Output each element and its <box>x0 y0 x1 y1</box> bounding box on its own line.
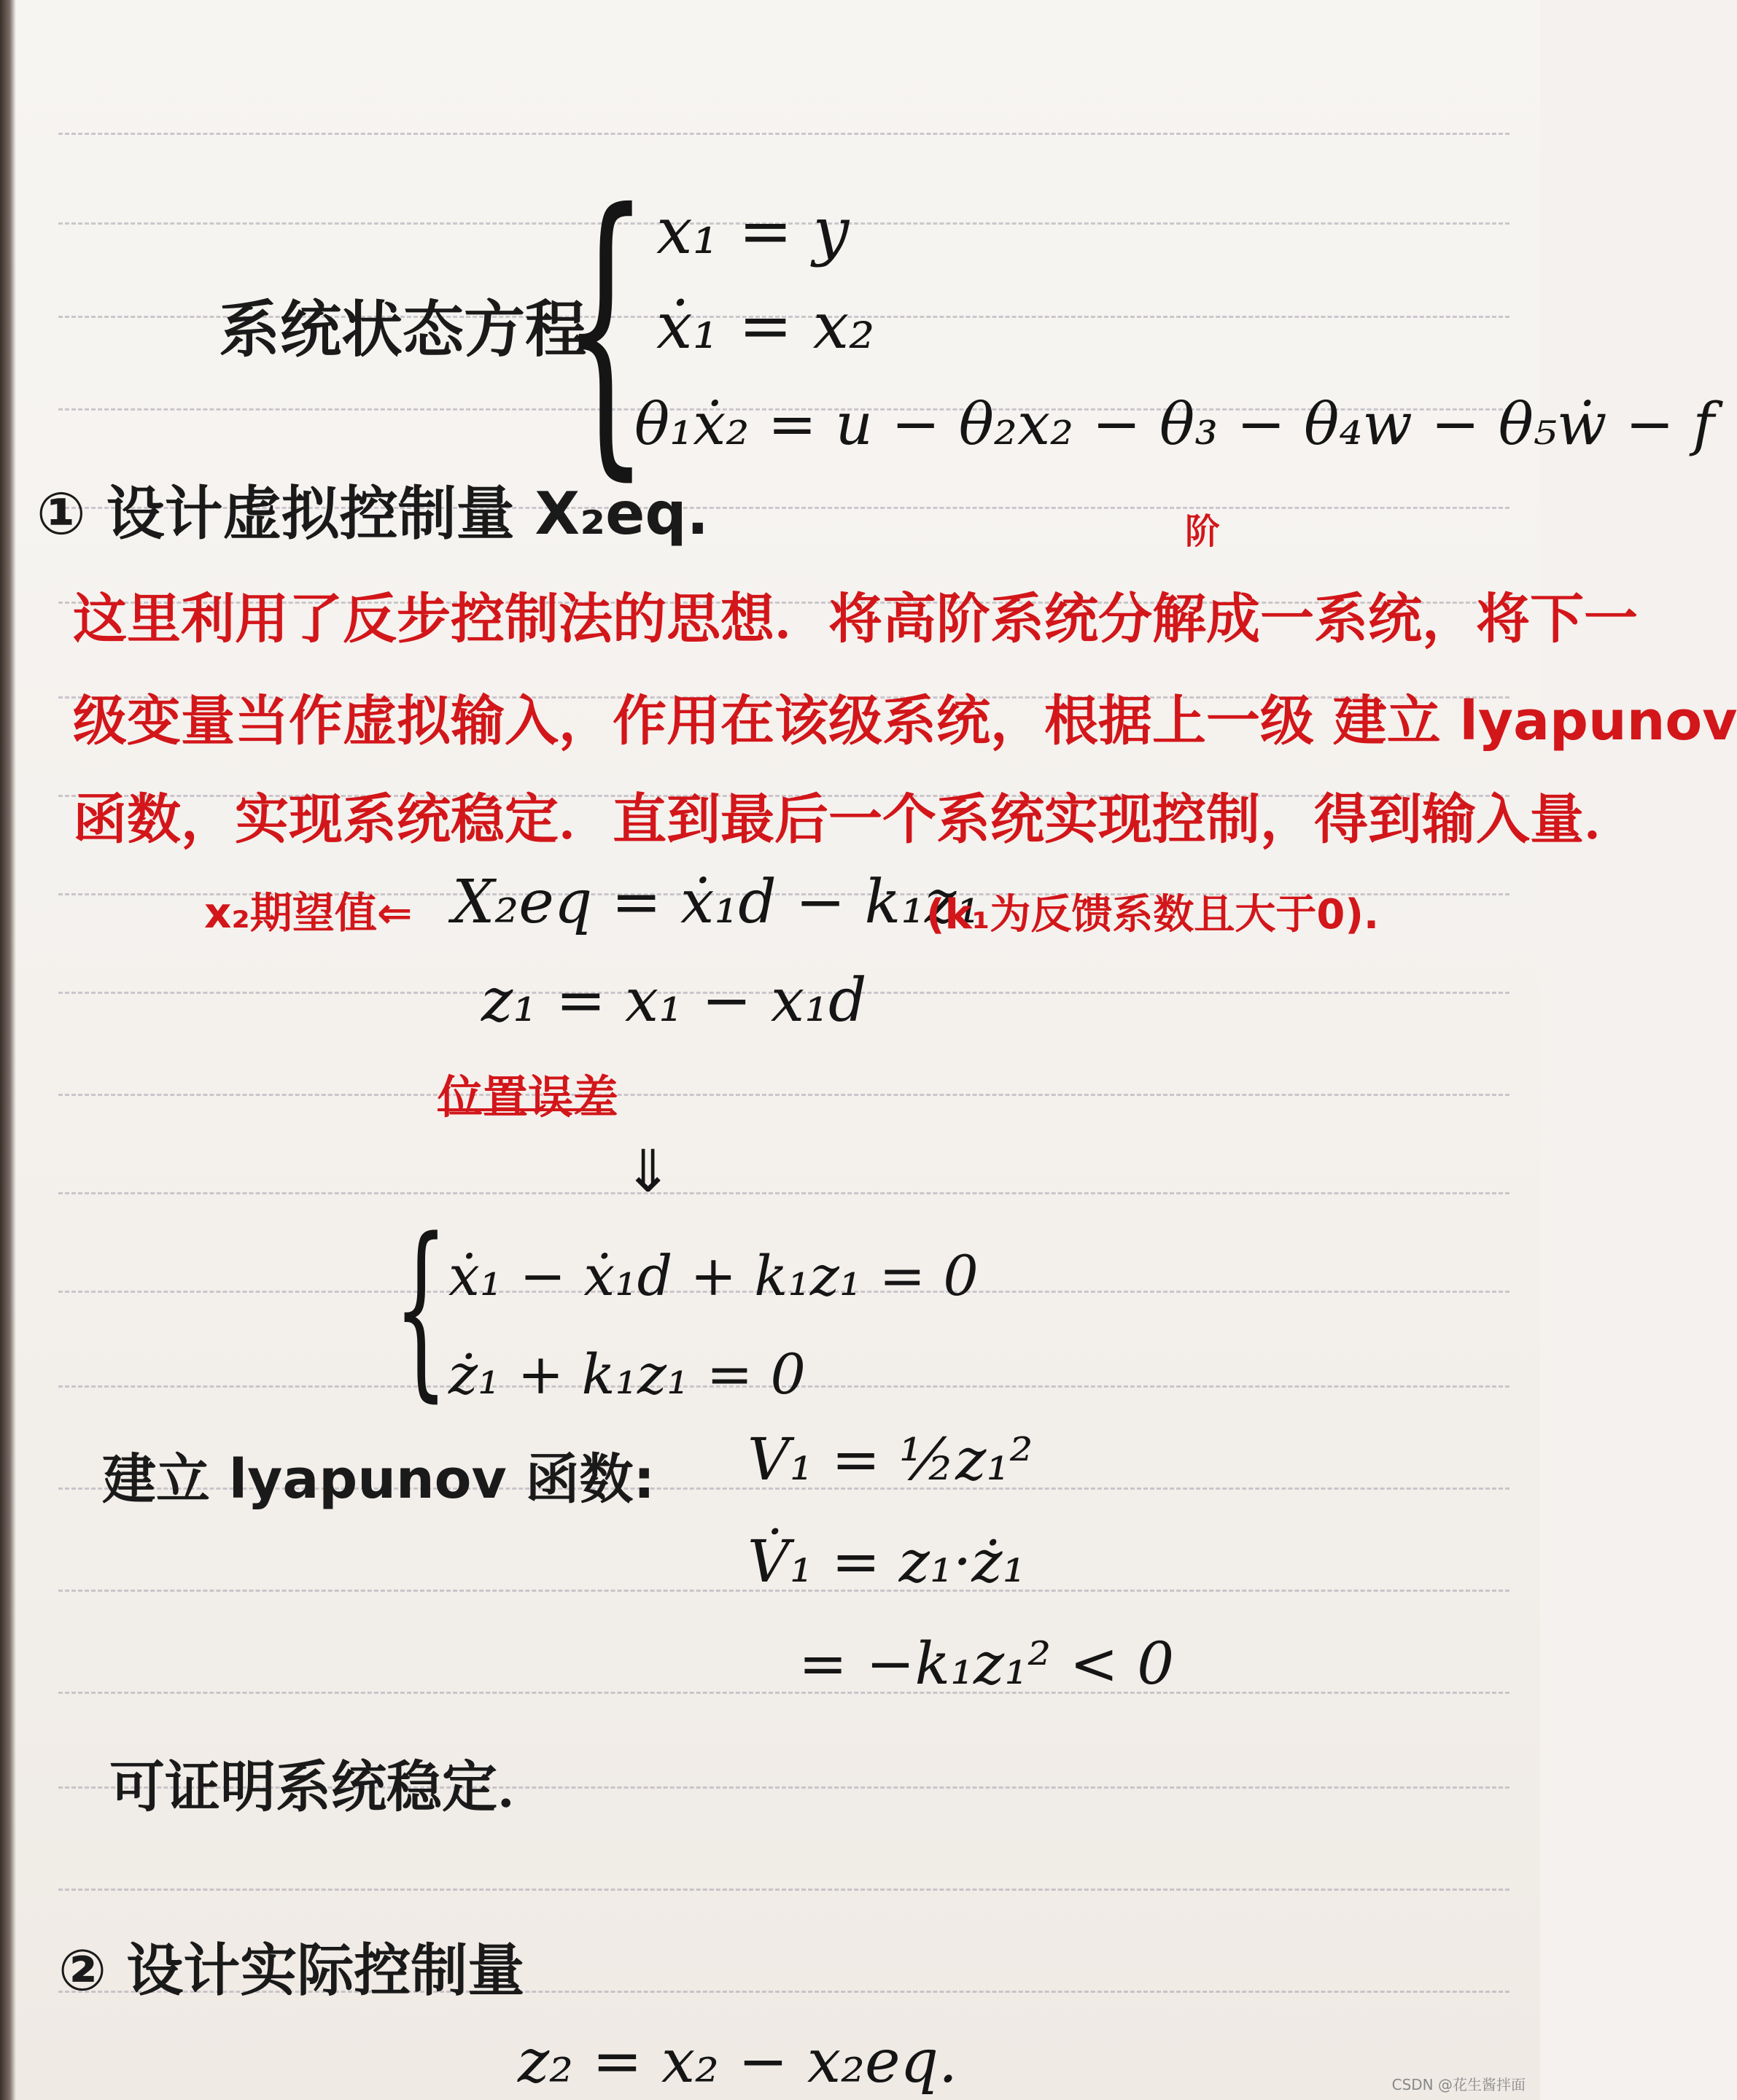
position-error-label: 位置误差 <box>438 1070 619 1124</box>
red-superscript-note: 阶 <box>1185 511 1221 552</box>
state-equation-label: 系统状态方程 <box>219 294 587 365</box>
step1-title: ① 设计虚拟控制量 X₂eq. <box>36 480 710 548</box>
lyapunov-v1: V₁ = ½z₁² <box>747 1426 1033 1493</box>
step2-title: ② 设计实际控制量 <box>58 1938 525 2004</box>
equation-theta1-x2-dot: θ₁ẋ₂ = u − θ₂x₂ − θ₃ − θ₄w − θ₅ẇ − f <box>634 390 1714 458</box>
lyapunov-v1-dot: V̇₁ = z₁·ż₁ <box>747 1528 1026 1595</box>
lyapunov-label: 建立 lyapunov 函数: <box>102 1448 656 1511</box>
system-equation-1: ẋ₁ − ẋ₁d + k₁z₁ = 0 <box>448 1243 979 1308</box>
csdn-watermark: CSDN @花生酱拌面 <box>1391 2076 1526 2093</box>
left-brace-2: { <box>394 1199 448 1419</box>
ruled-line <box>58 1192 1509 1194</box>
ruled-line <box>58 1889 1509 1891</box>
left-brace: { <box>561 149 650 506</box>
k1-note: (k₁为反馈系数且大于0). <box>926 891 1380 938</box>
implies-arrow-icon: ⇓ <box>623 1138 673 1205</box>
ruled-line <box>58 1692 1509 1694</box>
x2eq-equation: X₂eq = ẋ₁d − k₁z₁ <box>452 868 981 937</box>
red-paragraph-line-1: 这里利用了反步控制法的思想．将高阶系统分解成一系统，将下一 <box>73 588 1638 650</box>
ruled-line <box>58 133 1509 135</box>
red-paragraph-line-2: 级变量当作虚拟输入，作用在该级系统，根据上一级 建立 lyapunov <box>73 690 1737 752</box>
x2-desired-label: x₂期望值⇐ <box>204 888 413 938</box>
equation-x1: x₁ = y <box>656 193 850 268</box>
position-error-underline <box>438 1108 613 1111</box>
z2-equation: z₂ = x₂ − x₂eq. <box>518 2027 958 2096</box>
ruled-line <box>58 1094 1509 1096</box>
equation-x1-dot: ẋ₁ = x₂ <box>656 288 875 363</box>
red-paragraph-line-3: 函数，实现系统稳定．直到最后一个系统实现控制，得到输入量． <box>73 788 1638 851</box>
notebook-binding-edge <box>0 0 16 2100</box>
stable-conclusion: 可证明系统稳定． <box>109 1754 553 1819</box>
lyapunov-derivative-result: = −k₁z₁² < 0 <box>798 1630 1175 1698</box>
z1-equation: z₁ = x₁ − x₁d <box>481 966 867 1035</box>
system-equation-2: ż₁ + k₁z₁ = 0 <box>448 1342 806 1407</box>
